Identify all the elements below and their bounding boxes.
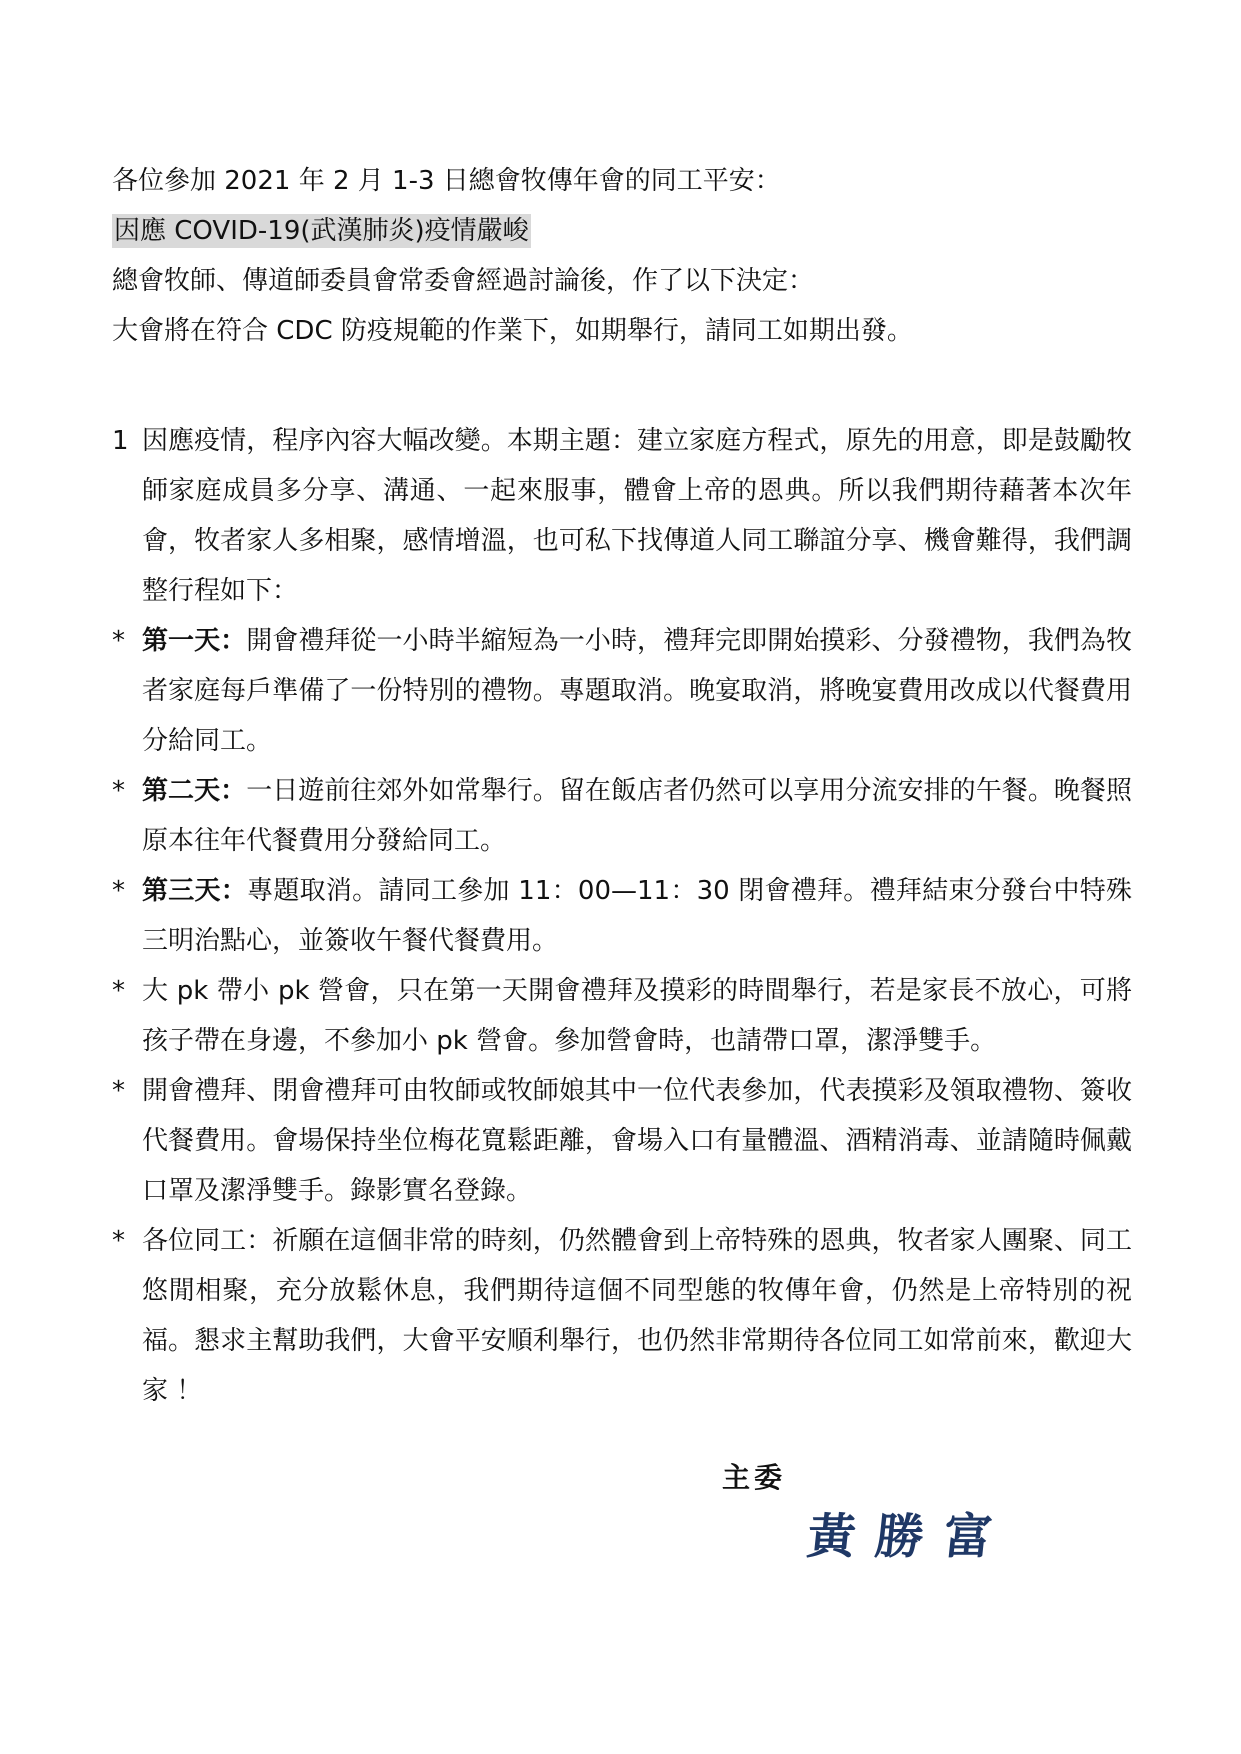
item-text	[142, 766, 1132, 866]
item-text	[142, 416, 1132, 616]
list-marker: *	[112, 1076, 125, 1106]
list-marker: *	[112, 976, 125, 1006]
list-marker: *	[112, 876, 125, 906]
item-label: 第一天：	[142, 626, 247, 656]
item-body: 一日遊前往郊外如常舉行。留在飯店者仍然可以享用分流安排的午餐。晚餐照原本往年代餐費用分發給同工。	[142, 776, 1132, 856]
item-body: 因應疫情，程序內容大幅改變。本期主題：建立家庭方程式，原先的用意，即是鼓勵牧師家庭成員多分享、溝通、一起來服事，體會上帝的恩典。所以我們期待藉著本次年會，牧者家人多相聚，感情增溫，也可私下找傳道人同工聯誼分享、機會難得，我們調整行程如下：	[142, 426, 1132, 606]
signature-title: 主委	[722, 1461, 787, 1494]
list-item	[112, 616, 1132, 766]
greeting-line: 各位參加 2021 年 2 月 1-3 日總會牧傳年會的同工平安：	[112, 166, 781, 196]
list-marker: 1	[112, 426, 129, 456]
list-marker: *	[112, 776, 125, 806]
item-text	[142, 866, 1132, 966]
item-body: 開會禮拜、閉會禮拜可由牧師或牧師娘其中一位代表參加，代表摸彩及領取禮物、簽收代餐費用。會場保持坐位梅花寬鬆距離，會場入口有量體溫、酒精消毒、並請隨時佩戴口罩及潔淨雙手。錄影實名登錄。	[142, 1076, 1132, 1206]
item-body: 各位同工：祈願在這個非常的時刻，仍然體會到上帝特殊的恩典，牧者家人團聚、同工悠閒相聚，充分放鬆休息，我們期待這個不同型態的牧傳年會，仍然是上帝特別的祝福。懇求主幫助我們，大會平安順利舉行，也仍然非常期待各位同工如常前來，歡迎大家 ！	[142, 1226, 1132, 1406]
item-body: 開會禮拜從一小時半縮短為一小時，禮拜完即開始摸彩、分發禮物，我們為牧者家庭每戶準備了一份特別的禮物。專題取消。晚宴取消，將晚宴費用改成以代餐費用分給同工。	[142, 626, 1132, 756]
list-item	[112, 766, 1132, 866]
item-text	[142, 1066, 1132, 1216]
list-item	[112, 966, 1132, 1066]
item-label: 第二天：	[142, 776, 247, 806]
intro-section	[112, 156, 1132, 356]
list-item	[112, 1066, 1132, 1216]
highlight-line	[112, 206, 1132, 256]
item-text	[142, 616, 1132, 766]
list-marker: *	[112, 626, 125, 656]
item-label: 第三天：	[142, 876, 248, 906]
item-text	[142, 1216, 1132, 1416]
decision-line: 總會牧師、傳道師委員會常委會經過討論後，作了以下決定：	[112, 266, 815, 296]
item-body: 專題取消。請同工參加 11：00—11：30 閉會禮拜。禮拜結束分發台中特殊三明治點心，並簽收午餐代餐費用。	[142, 876, 1132, 956]
list-item	[112, 866, 1132, 966]
list-item	[112, 1216, 1132, 1416]
signature-name: 黃勝富	[804, 1509, 1015, 1565]
item-list	[112, 416, 1132, 1416]
highlighted-text: 因應 COVID-19(武漢肺炎)疫情嚴峻	[114, 216, 529, 246]
item-body: 大 pk 帶小 pk 營會，只在第一天開會禮拜及摸彩的時間舉行，若是家長不放心，可將孩子帶在身邊，不參加小 pk 營會。參加營會時，也請帶口罩，潔淨雙手。	[142, 976, 1132, 1056]
list-item	[112, 416, 1132, 616]
announcement-line: 大會將在符合 CDC 防疫規範的作業下，如期舉行，請同工如期出發。	[112, 316, 913, 346]
list-marker: *	[112, 1226, 125, 1256]
item-text	[142, 966, 1132, 1066]
